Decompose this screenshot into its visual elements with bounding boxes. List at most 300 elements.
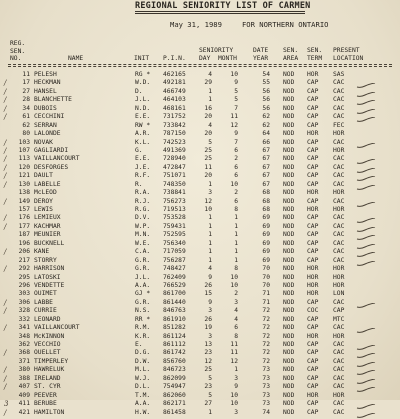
cell-loc: HOR [333, 273, 345, 281]
cell-area: NOD [283, 408, 295, 416]
cell-term: CAP [307, 79, 319, 87]
cell-area: NOD [283, 239, 295, 247]
cell-name: KACHMAR [34, 222, 61, 230]
cell-area: NOD [283, 130, 295, 138]
cell-init: M.L. [135, 366, 151, 374]
cell-year: 70 [262, 265, 270, 273]
cell-term: CAP [307, 146, 319, 154]
cell-month: 11 [230, 349, 238, 357]
cell-term: CAP [307, 400, 319, 408]
cell-pin: 754947 [163, 383, 186, 391]
cell-pin: 861910 [163, 315, 186, 323]
cell-area: NOD [283, 214, 295, 222]
cell-year: 74 [262, 408, 270, 416]
cell-area: NOD [283, 324, 295, 332]
cell-init: T.M. [135, 391, 151, 399]
table-row [0, 282, 400, 290]
cell-loc: HOR [333, 391, 345, 399]
cell-loc: CAC [333, 87, 345, 95]
cell-sen: 107 [18, 146, 30, 154]
cell-year: 72 [262, 324, 270, 332]
handwritten-mark: / [4, 222, 7, 231]
cell-term: HOR [307, 332, 319, 340]
table-row [0, 240, 400, 248]
cell-day: 1 [208, 180, 212, 188]
cell-pin: 491369 [163, 146, 186, 154]
cell-sen: 196 [18, 239, 30, 247]
cell-pin: 756287 [163, 256, 186, 264]
handwritten-mark: / [4, 248, 7, 257]
table-row [0, 383, 400, 391]
cell-pin: 738841 [163, 189, 186, 197]
table-row [0, 79, 400, 87]
cell-year: 67 [262, 146, 270, 154]
cell-day: 1 [208, 239, 212, 247]
cell-init: W.D. [135, 79, 151, 87]
cell-term: CAP [307, 315, 319, 323]
table-row [0, 147, 400, 155]
cell-year: 68 [262, 189, 270, 197]
cell-loc: CAP [333, 307, 345, 315]
cell-year: 67 [262, 172, 270, 180]
cell-term: CAP [307, 180, 319, 188]
cell-area: NOD [283, 206, 295, 213]
cell-init: GJ * [135, 290, 151, 298]
cell-term: CAP [307, 248, 319, 256]
cell-month: 7 [234, 138, 238, 146]
header-present-location: PRESENT LOCATION [333, 47, 364, 62]
cell-loc: CAC [333, 96, 345, 104]
cell-init: D.G. [135, 349, 151, 357]
table-row [0, 324, 400, 332]
cell-pin: 762409 [163, 273, 186, 281]
header-date-year: DATE YEAR [253, 47, 269, 62]
cell-area: NOD [283, 391, 295, 399]
cell-name: NOVAK [34, 138, 53, 146]
cell-month: 8 [234, 206, 238, 213]
table-row [0, 349, 400, 357]
cell-year: 56 [262, 104, 270, 112]
cell-term: HOR [307, 391, 319, 399]
cell-init: G.R. [135, 265, 151, 273]
cell-pin: 861440 [163, 298, 186, 306]
table-row [0, 105, 400, 113]
cell-pin: 748350 [163, 180, 186, 188]
cell-pin: 728940 [163, 155, 186, 163]
cell-month: 3 [234, 408, 238, 416]
cell-month: 4 [234, 307, 238, 315]
cell-day: 25 [204, 155, 212, 163]
cell-name: LABELLE [34, 180, 61, 188]
cell-year: 67 [262, 180, 270, 188]
cell-day: 15 [204, 290, 212, 298]
table-row [0, 299, 400, 307]
cell-loc: HOR [333, 146, 345, 154]
cell-sen: 292 [18, 265, 30, 273]
cell-init: A.A. [135, 400, 151, 408]
cell-sen: 328 [18, 307, 30, 315]
cell-loc: CAC [333, 383, 345, 391]
table-row [0, 307, 400, 315]
cell-month: 10 [230, 391, 238, 399]
cell-loc: FEC [333, 121, 345, 129]
cell-pin: 719513 [163, 206, 186, 213]
cell-sen: 113 [18, 155, 30, 163]
cell-day: 12 [204, 197, 212, 205]
cell-term: HOR [307, 273, 319, 281]
cell-term: CAP [307, 239, 319, 247]
cell-loc: CAC [333, 222, 345, 230]
cell-area: NOD [283, 357, 295, 365]
cell-pin: 856760 [163, 357, 186, 365]
cell-pin: 717059 [163, 248, 186, 256]
cell-term: CAP [307, 113, 319, 121]
cell-pin: 846763 [163, 307, 186, 315]
cell-day: 23 [204, 349, 212, 357]
cell-month: 5 [234, 96, 238, 104]
cell-year: 70 [262, 273, 270, 281]
cell-area: NOD [283, 180, 295, 188]
cell-day: 3 [208, 307, 212, 315]
table-row [0, 274, 400, 282]
cell-year: 69 [262, 222, 270, 230]
cell-init: R.M. [135, 324, 151, 332]
cell-name: DESFORGES [34, 163, 69, 171]
handwritten-mark: / [4, 298, 7, 307]
cell-init: RR * [135, 315, 151, 323]
cell-pin: 756340 [163, 239, 186, 247]
cell-term: HOR [307, 130, 319, 138]
cell-name: BLANCHETTE [34, 96, 72, 104]
cell-year: 56 [262, 96, 270, 104]
cell-day: 1 [208, 248, 212, 256]
header-init: INIT [134, 55, 150, 62]
cell-init: G. [135, 146, 143, 154]
cell-term: CAP [307, 341, 319, 348]
cell-area: NOD [283, 256, 295, 264]
cell-loc: CAC [333, 341, 345, 348]
cell-year: 69 [262, 231, 270, 239]
document-title: REGIONAL SENIORITY LIST OF CARMEN [135, 1, 311, 11]
cell-init: R.G. [135, 206, 151, 213]
cell-loc: HOR [333, 281, 345, 289]
cell-term: CAP [307, 324, 319, 332]
cell-term: CAP [307, 155, 319, 163]
cell-loc: CAC [333, 172, 345, 180]
cell-month: 9 [234, 383, 238, 391]
cell-term: CAP [307, 138, 319, 146]
cell-month: 12 [230, 357, 238, 365]
cell-name: VAILLANCOURT [34, 155, 80, 163]
table-row [0, 409, 400, 417]
cell-day: 19 [204, 324, 212, 332]
cell-pin: 462165 [163, 71, 186, 78]
cell-year: 68 [262, 197, 270, 205]
cell-day: 27 [204, 400, 212, 408]
cell-sen: 34 [22, 104, 30, 112]
cell-pin: 862099 [163, 374, 186, 382]
cell-year: 54 [262, 71, 270, 78]
cell-day: 5 [208, 138, 212, 146]
cell-pin: 759431 [163, 222, 186, 230]
cell-pin: 861700 [163, 290, 186, 298]
cell-area: NOD [283, 71, 295, 78]
cell-name: VECCHIO [34, 341, 61, 348]
cell-year: 55 [262, 79, 270, 87]
list-date: May 31, 1989 [170, 20, 222, 29]
cell-year: 72 [262, 307, 270, 315]
cell-sen: 411 [18, 400, 30, 408]
table-row [0, 366, 400, 374]
cell-pin: 861742 [163, 349, 186, 357]
cell-month: 1 [234, 366, 238, 374]
cell-year: 68 [262, 206, 270, 213]
cell-loc: CAC [333, 324, 345, 332]
cell-init: G.R. [135, 298, 151, 306]
cell-area: NOD [283, 104, 295, 112]
table-row [0, 392, 400, 400]
cell-year: 71 [262, 298, 270, 306]
cell-name: HECKMAN [34, 79, 61, 87]
cell-name: McLEOD [34, 189, 57, 197]
cell-sen: 348 [18, 332, 30, 340]
cell-sen: 217 [18, 256, 30, 264]
cell-month: 1 [234, 222, 238, 230]
handwritten-mark: / [4, 138, 7, 147]
cell-sen: 61 [22, 113, 30, 121]
cell-term: HOR [307, 265, 319, 273]
table-row [0, 400, 400, 408]
cell-pin: 492181 [163, 79, 186, 87]
cell-area: NOD [283, 400, 295, 408]
cell-month: 10 [230, 180, 238, 188]
cell-init: R.J. [135, 197, 151, 205]
cell-sen: 103 [18, 138, 30, 146]
cell-loc: CAC [333, 357, 345, 365]
handwritten-mark: / [4, 155, 7, 164]
cell-init: R.A. [135, 189, 151, 197]
cell-term: CAP [307, 231, 319, 239]
table-row [0, 375, 400, 383]
cell-init: N.S. [135, 307, 151, 315]
cell-area: NOD [283, 307, 295, 315]
cell-area: NOD [283, 222, 295, 230]
cell-loc: CAC [333, 138, 345, 146]
cell-loc: CAC [333, 239, 345, 247]
cell-year: 69 [262, 214, 270, 222]
cell-sen: 371 [18, 357, 30, 365]
handwritten-mark: / [4, 349, 7, 358]
cell-name: VENDETTE [34, 281, 65, 289]
cell-pin: 731752 [163, 113, 186, 121]
cell-month: 10 [230, 71, 238, 78]
cell-init: J.E. [135, 163, 151, 171]
cell-term: CAP [307, 104, 319, 112]
cell-area: NOD [283, 315, 295, 323]
cell-init: D.V. [135, 214, 151, 222]
cell-year: 66 [262, 138, 270, 146]
cell-term: CAP [307, 172, 319, 180]
cell-name: LEONARD [34, 315, 61, 323]
cell-loc: CAC [333, 104, 345, 112]
handwritten-mark: / [4, 366, 7, 375]
cell-day: 20 [204, 113, 212, 121]
cell-pin: 861112 [163, 341, 186, 348]
handwritten-mark: / [4, 96, 7, 105]
cell-term: CAP [307, 214, 319, 222]
cell-name: ST. CYR [34, 383, 61, 391]
header-reg-sen-no: REG. SEN. NO. [10, 40, 26, 63]
handwritten-mark: / [4, 408, 7, 417]
cell-pin: 861458 [163, 408, 186, 416]
cell-month: 10 [230, 400, 238, 408]
cell-init: R. [135, 180, 143, 188]
cell-sen: 62 [22, 121, 30, 129]
cell-day: 26 [204, 315, 212, 323]
cell-init: D.W. [135, 357, 151, 365]
cell-area: NOD [283, 197, 295, 205]
cell-init: W.E. [135, 239, 151, 247]
cell-pin: 742523 [163, 138, 186, 146]
cell-day: 9 [208, 273, 212, 281]
handwritten-mark: / [4, 197, 7, 206]
cell-area: NOD [283, 273, 295, 281]
cell-area: NOD [283, 155, 295, 163]
cell-area: NOD [283, 383, 295, 391]
cell-sen: 362 [18, 341, 30, 348]
handwritten-mark: / [4, 163, 7, 172]
table-row [0, 181, 400, 189]
cell-loc: HOR [333, 130, 345, 138]
cell-year: 72 [262, 341, 270, 348]
cell-month: 6 [234, 146, 238, 154]
cell-loc: LON [333, 290, 345, 298]
cell-year: 62 [262, 121, 270, 129]
cell-sen: 149 [18, 197, 30, 205]
cell-init: E.E. [135, 155, 151, 163]
cell-loc: HOR [333, 189, 345, 197]
cell-term: COC [307, 307, 319, 315]
cell-term: CAP [307, 366, 319, 374]
seniority-table [0, 71, 400, 417]
cell-name: CURRIE [34, 307, 57, 315]
cell-month: 1 [234, 256, 238, 264]
cell-init: C.A. [135, 248, 151, 256]
cell-area: NOD [283, 231, 295, 239]
cell-month: 5 [234, 87, 238, 95]
cell-day: 1 [208, 214, 212, 222]
cell-name: PELESH [34, 71, 57, 78]
cell-init: W.J. [135, 374, 151, 382]
handwritten-mark: / [4, 214, 7, 223]
table-row [0, 214, 400, 222]
cell-loc: CAC [333, 256, 345, 264]
cell-loc: MTC [333, 315, 345, 323]
cell-term: CAP [307, 222, 319, 230]
cell-sen: 368 [18, 349, 30, 357]
cell-term: HOR [307, 189, 319, 197]
handwritten-mark: / [4, 87, 7, 96]
cell-pin: 733842 [163, 121, 186, 129]
cell-year: 69 [262, 256, 270, 264]
cell-area: NOD [283, 332, 295, 340]
table-row [0, 172, 400, 180]
cell-name: HAMILTON [34, 408, 65, 416]
cell-month: 2 [234, 155, 238, 163]
cell-year: 71 [262, 290, 270, 298]
cell-term: CAP [307, 357, 319, 365]
table-row [0, 96, 400, 104]
table-row [0, 155, 400, 163]
cell-init: G.R. [135, 256, 151, 264]
cell-loc: CAC [333, 113, 345, 121]
cell-pin: 466749 [163, 87, 186, 95]
cell-name: SERRAN [34, 121, 57, 129]
cell-name: LEMIEUX [34, 214, 61, 222]
cell-sen: 332 [18, 315, 30, 323]
cell-name: PEEVER [34, 391, 57, 399]
cell-day: 1 [208, 96, 212, 104]
cell-init: N.D. [135, 104, 151, 112]
cell-name: DUBOIS [34, 104, 57, 112]
cell-sen: 120 [18, 163, 30, 171]
cell-month: 6 [234, 163, 238, 171]
handwritten-check-icon [356, 413, 376, 419]
cell-month: 9 [234, 130, 238, 138]
cell-month: 12 [230, 121, 238, 129]
cell-term: HOR [307, 290, 319, 298]
table-row [0, 198, 400, 206]
cell-loc: CAC [333, 374, 345, 382]
header-seniority-date: SENIORITY DAY MONTH [199, 47, 237, 62]
cell-sen: 421 [18, 408, 30, 416]
cell-term: CAP [307, 256, 319, 264]
cell-month: 3 [234, 374, 238, 382]
cell-day: 1 [208, 256, 212, 264]
table-row [0, 113, 400, 121]
cell-term: CAP [307, 408, 319, 416]
cell-area: NOD [283, 79, 295, 87]
cell-area: NOD [283, 138, 295, 146]
cell-init: K.L. [135, 138, 151, 146]
cell-day: 4 [208, 71, 212, 78]
cell-month: 1 [234, 248, 238, 256]
cell-year: 73 [262, 391, 270, 399]
cell-month: 10 [230, 281, 238, 289]
cell-sen: 206 [18, 248, 30, 256]
cell-term: CAP [307, 96, 319, 104]
cell-sen: 341 [18, 324, 30, 332]
cell-name: LEWIS [34, 206, 53, 213]
cell-term: CAP [307, 121, 319, 129]
table-row [0, 333, 400, 341]
cell-day: 16 [204, 104, 212, 112]
table-row [0, 139, 400, 147]
cell-term: HOR [307, 206, 319, 213]
cell-year: 72 [262, 332, 270, 340]
cell-loc: HOR [333, 332, 345, 340]
cell-area: NOD [283, 366, 295, 374]
cell-area: NOD [283, 248, 295, 256]
cell-pin: 861124 [163, 332, 186, 340]
cell-init: RW * [135, 121, 151, 129]
cell-day: 25 [204, 146, 212, 154]
cell-area: NOD [283, 146, 295, 154]
cell-month: 1 [234, 231, 238, 239]
cell-term: CAP [307, 163, 319, 171]
table-row [0, 88, 400, 96]
cell-term: HOR [307, 71, 319, 78]
